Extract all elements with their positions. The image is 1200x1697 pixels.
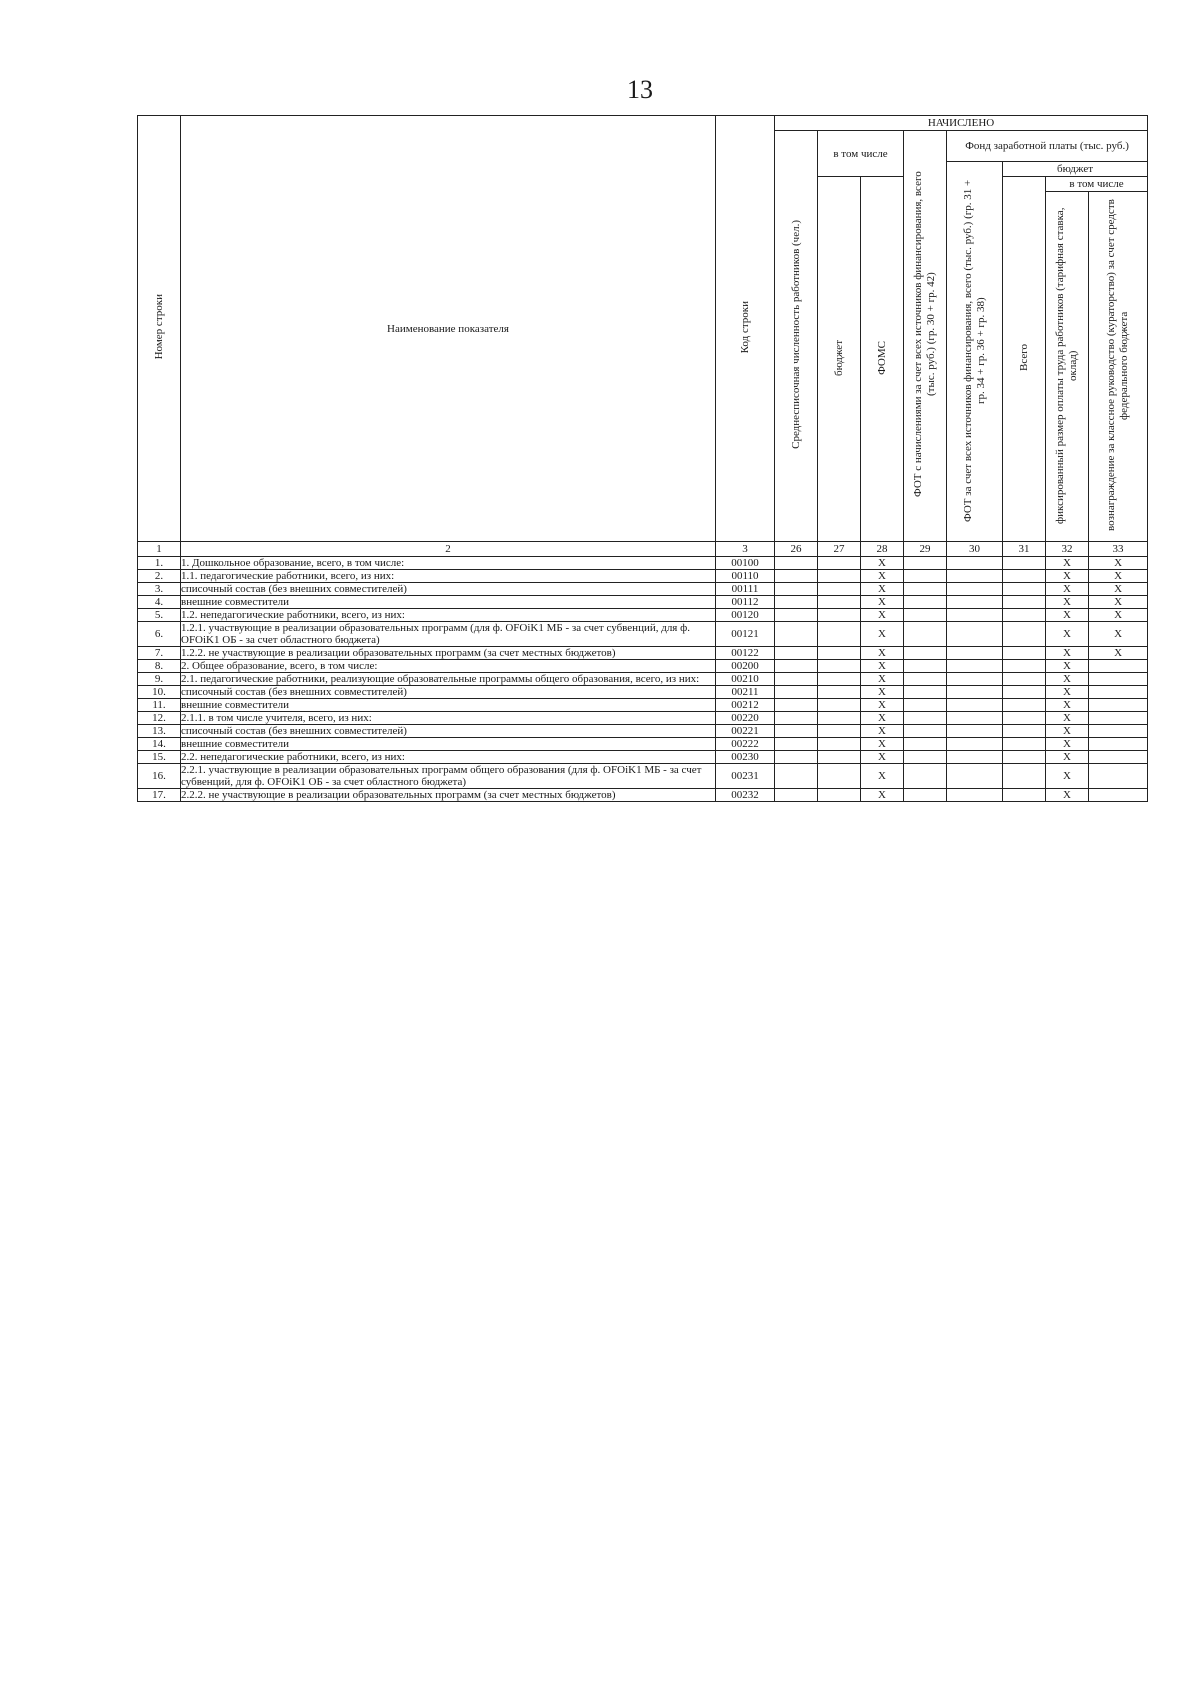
col29-cell — [904, 660, 947, 673]
header-class-supervision: вознаграждение за классное руководство (кураторство) за счет средств федерального бюджета — [1089, 192, 1148, 542]
col29-cell — [904, 789, 947, 802]
row-code-cell: 00112 — [716, 596, 775, 609]
col29-cell — [904, 686, 947, 699]
col31-cell — [1003, 609, 1046, 622]
row-code-cell: 00221 — [716, 725, 775, 738]
col27-cell — [818, 660, 861, 673]
col26-cell — [775, 647, 818, 660]
col29-cell — [904, 764, 947, 789]
header-row-code: Код строки — [716, 116, 775, 542]
col30-cell — [947, 647, 1003, 660]
col27-cell — [818, 738, 861, 751]
indicator-name-cell: списочный состав (без внешних совместителей) — [181, 686, 716, 699]
col33-cell: X — [1089, 647, 1148, 660]
row-code-cell: 00121 — [716, 622, 775, 647]
header-accrued: НАЧИСЛЕНО — [775, 116, 1148, 131]
col33-cell: X — [1089, 570, 1148, 583]
col33-cell — [1089, 764, 1148, 789]
col28-cell: X — [861, 673, 904, 686]
col29-cell — [904, 583, 947, 596]
indicator-name-cell: списочный состав (без внешних совместителей) — [181, 583, 716, 596]
col29-cell — [904, 557, 947, 570]
col33-cell — [1089, 725, 1148, 738]
col30-cell — [947, 699, 1003, 712]
row-number-cell: 3. — [138, 583, 181, 596]
col28-cell: X — [861, 789, 904, 802]
col28-cell: X — [861, 738, 904, 751]
col30-cell — [947, 609, 1003, 622]
col26-cell — [775, 609, 818, 622]
col29-cell — [904, 622, 947, 647]
row-code-cell: 00210 — [716, 673, 775, 686]
col32-cell: X — [1046, 712, 1089, 725]
col27-cell — [818, 725, 861, 738]
col26-cell — [775, 699, 818, 712]
col30-cell — [947, 622, 1003, 647]
row-number-cell: 14. — [138, 738, 181, 751]
table-row — [138, 764, 1148, 789]
column-number: 1 — [138, 542, 181, 557]
header-fixed-pay: фиксированный размер оплаты труда работников (тарифная ставка, оклад) — [1046, 192, 1089, 542]
header-budget-group: бюджет — [1003, 162, 1148, 177]
col32-cell: X — [1046, 622, 1089, 647]
col31-cell — [1003, 686, 1046, 699]
column-number: 2 — [181, 542, 716, 557]
col30-cell — [947, 583, 1003, 596]
row-number-cell: 8. — [138, 660, 181, 673]
col27-cell — [818, 557, 861, 570]
col31-cell — [1003, 764, 1046, 789]
col29-cell — [904, 738, 947, 751]
col26-cell — [775, 557, 818, 570]
indicator-name-cell: 2.1.1. в том числе учителя, всего, из них: — [181, 712, 716, 725]
table-row — [138, 609, 1148, 622]
indicator-name-cell: 2.2.2. не участвующие в реализации образовательных программ (за счет местных бюджетов) — [181, 789, 716, 802]
report-table — [137, 115, 1148, 802]
row-number-cell: 6. — [138, 622, 181, 647]
col32-cell: X — [1046, 660, 1089, 673]
row-code-cell: 00100 — [716, 557, 775, 570]
col32-cell: X — [1046, 764, 1089, 789]
indicator-name-cell: 1. Дошкольное образование, всего, в том числе: — [181, 557, 716, 570]
column-number: 33 — [1089, 542, 1148, 557]
col32-cell: X — [1046, 673, 1089, 686]
col32-cell: X — [1046, 609, 1089, 622]
row-number-cell: 10. — [138, 686, 181, 699]
col32-cell: X — [1046, 686, 1089, 699]
col28-cell: X — [861, 712, 904, 725]
col30-cell — [947, 712, 1003, 725]
col27-cell — [818, 789, 861, 802]
row-number-cell: 16. — [138, 764, 181, 789]
col28-cell: X — [861, 686, 904, 699]
col28-cell: X — [861, 764, 904, 789]
col29-cell — [904, 712, 947, 725]
col26-cell — [775, 764, 818, 789]
col29-cell — [904, 673, 947, 686]
header-including-budget: в том числе — [1046, 177, 1148, 192]
col33-cell: X — [1089, 557, 1148, 570]
col32-cell: X — [1046, 725, 1089, 738]
row-code-cell: 00120 — [716, 609, 775, 622]
indicator-name-cell: списочный состав (без внешних совместителей) — [181, 725, 716, 738]
column-number: 28 — [861, 542, 904, 557]
col28-cell: X — [861, 583, 904, 596]
col33-cell — [1089, 789, 1148, 802]
col29-cell — [904, 596, 947, 609]
indicator-name-cell: внешние совместители — [181, 596, 716, 609]
header-including-budget-foms: в том числе — [818, 131, 904, 177]
table-row — [138, 660, 1148, 673]
table-row — [138, 712, 1148, 725]
column-number: 26 — [775, 542, 818, 557]
row-code-cell: 00222 — [716, 738, 775, 751]
col33-cell — [1089, 738, 1148, 751]
header-fot-with-accruals: ФОТ с начислениями за счет всех источников финансирования, всего (тыс. руб.) (гр. 30 + гр. 42) — [904, 131, 947, 542]
page-number: 13 — [627, 75, 653, 104]
col28-cell: X — [861, 647, 904, 660]
row-code-cell: 00200 — [716, 660, 775, 673]
table-header — [138, 116, 1148, 557]
col27-cell — [818, 609, 861, 622]
row-code-cell: 00212 — [716, 699, 775, 712]
table-row — [138, 583, 1148, 596]
col33-cell — [1089, 699, 1148, 712]
indicator-name-cell: 2.1. педагогические работники, реализующие образовательные программы общего образования, всего, из них: — [181, 673, 716, 686]
row-number-cell: 7. — [138, 647, 181, 660]
col33-cell — [1089, 673, 1148, 686]
col28-cell: X — [861, 699, 904, 712]
col33-cell — [1089, 686, 1148, 699]
col31-cell — [1003, 725, 1046, 738]
table-row — [138, 738, 1148, 751]
col30-cell — [947, 686, 1003, 699]
row-code-cell: 00110 — [716, 570, 775, 583]
col32-cell: X — [1046, 699, 1089, 712]
col27-cell — [818, 673, 861, 686]
column-number: 27 — [818, 542, 861, 557]
col32-cell: X — [1046, 557, 1089, 570]
col27-cell — [818, 583, 861, 596]
col31-cell — [1003, 622, 1046, 647]
col26-cell — [775, 570, 818, 583]
col29-cell — [904, 751, 947, 764]
column-number: 30 — [947, 542, 1003, 557]
row-code-cell: 00231 — [716, 764, 775, 789]
col27-cell — [818, 596, 861, 609]
row-code-cell: 00122 — [716, 647, 775, 660]
header-foms: ФОМС — [861, 177, 904, 542]
col26-cell — [775, 622, 818, 647]
indicator-name-cell: 1.2.1. участвующие в реализации образовательных программ (для ф. OFOiK1 МБ - за счет субвенций, для ф. OFOiK1 ОБ - за счет областного бюджета) — [181, 622, 716, 647]
col31-cell — [1003, 789, 1046, 802]
col29-cell — [904, 570, 947, 583]
col27-cell — [818, 712, 861, 725]
table-row — [138, 789, 1148, 802]
col31-cell — [1003, 557, 1046, 570]
table-row — [138, 570, 1148, 583]
row-number-cell: 13. — [138, 725, 181, 738]
row-number-cell: 4. — [138, 596, 181, 609]
col32-cell: X — [1046, 570, 1089, 583]
col29-cell — [904, 647, 947, 660]
col28-cell: X — [861, 609, 904, 622]
col26-cell — [775, 583, 818, 596]
indicator-name-cell: 2.2. непедагогические работники, всего, из них: — [181, 751, 716, 764]
row-number-cell: 11. — [138, 699, 181, 712]
col31-cell — [1003, 673, 1046, 686]
col33-cell: X — [1089, 622, 1148, 647]
col28-cell: X — [861, 725, 904, 738]
col30-cell — [947, 660, 1003, 673]
col31-cell — [1003, 596, 1046, 609]
row-number-cell: 17. — [138, 789, 181, 802]
col32-cell: X — [1046, 647, 1089, 660]
table-row — [138, 751, 1148, 764]
col30-cell — [947, 596, 1003, 609]
col28-cell: X — [861, 596, 904, 609]
row-code-cell: 00220 — [716, 712, 775, 725]
col28-cell: X — [861, 660, 904, 673]
col31-cell — [1003, 738, 1046, 751]
col26-cell — [775, 686, 818, 699]
col26-cell — [775, 789, 818, 802]
indicator-name-cell: внешние совместители — [181, 738, 716, 751]
col32-cell: X — [1046, 583, 1089, 596]
col26-cell — [775, 751, 818, 764]
row-number-cell: 12. — [138, 712, 181, 725]
col27-cell — [818, 764, 861, 789]
col29-cell — [904, 699, 947, 712]
header-avg-headcount: Среднесписочная численность работников (чел.) — [775, 131, 818, 542]
col30-cell — [947, 557, 1003, 570]
header-total: Всего — [1003, 177, 1046, 542]
col30-cell — [947, 673, 1003, 686]
col33-cell — [1089, 712, 1148, 725]
col28-cell: X — [861, 622, 904, 647]
header-row-number: Номер строки — [138, 116, 181, 542]
table-row — [138, 699, 1148, 712]
col28-cell: X — [861, 751, 904, 764]
column-numbers-row — [138, 542, 1148, 557]
col31-cell — [1003, 699, 1046, 712]
col26-cell — [775, 596, 818, 609]
table-row — [138, 557, 1148, 570]
col31-cell — [1003, 570, 1046, 583]
row-number-cell: 1. — [138, 557, 181, 570]
col27-cell — [818, 751, 861, 764]
col26-cell — [775, 725, 818, 738]
indicator-name-cell: 2. Общее образование, всего, в том числе: — [181, 660, 716, 673]
table-row — [138, 622, 1148, 647]
indicator-name-cell: 1.2. непедагогические работники, всего, из них: — [181, 609, 716, 622]
header-budget: бюджет — [818, 177, 861, 542]
col33-cell: X — [1089, 583, 1148, 596]
col29-cell — [904, 725, 947, 738]
row-number-cell: 9. — [138, 673, 181, 686]
column-number: 3 — [716, 542, 775, 557]
col33-cell: X — [1089, 596, 1148, 609]
header-wage-fund: Фонд заработной платы (тыс. руб.) — [947, 131, 1148, 162]
col30-cell — [947, 789, 1003, 802]
row-code-cell: 00211 — [716, 686, 775, 699]
col33-cell: X — [1089, 609, 1148, 622]
indicator-name-cell: внешние совместители — [181, 699, 716, 712]
col31-cell — [1003, 647, 1046, 660]
column-number: 31 — [1003, 542, 1046, 557]
column-number: 32 — [1046, 542, 1089, 557]
table-row — [138, 647, 1148, 660]
col27-cell — [818, 686, 861, 699]
col31-cell — [1003, 583, 1046, 596]
row-number-cell: 2. — [138, 570, 181, 583]
col30-cell — [947, 764, 1003, 789]
col26-cell — [775, 660, 818, 673]
header-fot-all-sources: ФОТ за счет всех источников финансирования, всего (тыс. руб.) (гр. 31 + гр. 34 + гр. 36 + гр. 38) — [947, 162, 1003, 542]
table-row — [138, 725, 1148, 738]
col30-cell — [947, 738, 1003, 751]
col32-cell: X — [1046, 751, 1089, 764]
col26-cell — [775, 712, 818, 725]
table-row — [138, 686, 1148, 699]
col32-cell: X — [1046, 789, 1089, 802]
indicator-name-cell: 1.1. педагогические работники, всего, из них: — [181, 570, 716, 583]
table-row — [138, 673, 1148, 686]
col33-cell — [1089, 660, 1148, 673]
col30-cell — [947, 751, 1003, 764]
row-number-cell: 15. — [138, 751, 181, 764]
col33-cell — [1089, 751, 1148, 764]
indicator-name-cell: 2.2.1. участвующие в реализации образовательных программ общего образования (для ф. OFOiK1 МБ - за счет субвенций, для ф. OFOiK1 ОБ - за счет областного бюджета) — [181, 764, 716, 789]
table-body — [138, 557, 1148, 802]
col26-cell — [775, 673, 818, 686]
col27-cell — [818, 647, 861, 660]
header-indicator-name: Наименование показателя — [181, 116, 716, 542]
row-code-cell: 00111 — [716, 583, 775, 596]
col31-cell — [1003, 751, 1046, 764]
row-number-cell: 5. — [138, 609, 181, 622]
indicator-name-cell: 1.2.2. не участвующие в реализации образовательных программ (за счет местных бюджетов) — [181, 647, 716, 660]
col29-cell — [904, 609, 947, 622]
row-code-cell: 00230 — [716, 751, 775, 764]
col30-cell — [947, 570, 1003, 583]
col32-cell: X — [1046, 738, 1089, 751]
col30-cell — [947, 725, 1003, 738]
col28-cell: X — [861, 557, 904, 570]
col26-cell — [775, 738, 818, 751]
column-number: 29 — [904, 542, 947, 557]
col28-cell: X — [861, 570, 904, 583]
col27-cell — [818, 699, 861, 712]
col27-cell — [818, 622, 861, 647]
col27-cell — [818, 570, 861, 583]
row-code-cell: 00232 — [716, 789, 775, 802]
col31-cell — [1003, 660, 1046, 673]
table-row — [138, 596, 1148, 609]
col31-cell — [1003, 712, 1046, 725]
col32-cell: X — [1046, 596, 1089, 609]
